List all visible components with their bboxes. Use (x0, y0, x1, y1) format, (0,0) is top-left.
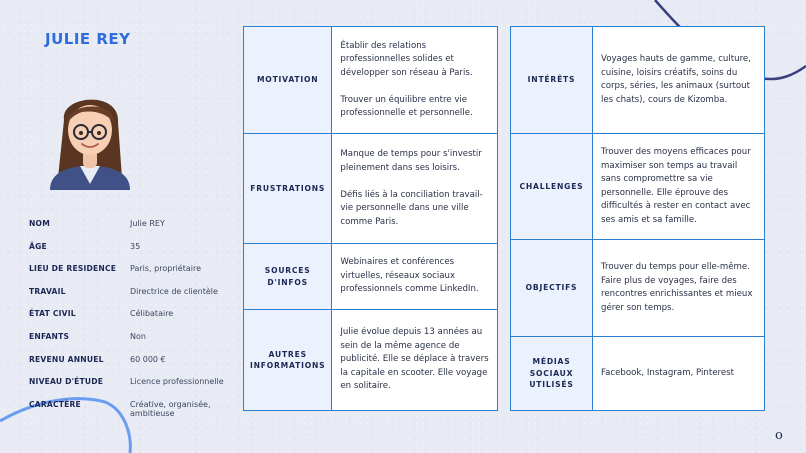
persona-details (29, 217, 238, 420)
detail-value: Créative, organisée, ambitieuse (130, 399, 211, 418)
row-sources (244, 244, 498, 310)
sources-label: SOURCES D'INFOS (244, 244, 332, 310)
detail-row-name (29, 217, 238, 240)
detail-row-income (29, 353, 238, 376)
detail-row-education (29, 375, 238, 398)
row-challenges (511, 134, 765, 240)
row-motivation (244, 27, 498, 134)
row-objectives (511, 240, 765, 337)
detail-row-character (29, 398, 238, 421)
challenges-text: Trouver des moyens efficaces pour maximiser son temps au travail sans compromettre sa vie personnelle. Elle éprouve des difficultés à rester en contact avec ses amis et sa famille. (593, 134, 765, 240)
sources-text: Webinaires et conférences virtuelles, réseaux sociaux professionnels comme LinkedIn. (332, 244, 498, 310)
detail-row-residence (29, 262, 238, 285)
persona-name: JULIE REY (45, 30, 131, 48)
brand-logo: o (775, 428, 783, 443)
detail-row-work (29, 285, 238, 308)
detail-value: 60 000 € (130, 354, 166, 364)
frustrations-label: FRUSTRATIONS (244, 134, 332, 244)
detail-label: NIVEAU D'ÉTUDE (29, 377, 104, 387)
detail-label: NOM (29, 219, 50, 228)
detail-value: Non (130, 331, 146, 341)
detail-value: Directrice de clientèle (130, 286, 218, 296)
objectives-label: OBJECTIFS (511, 240, 593, 337)
detail-label: TRAVAIL (29, 286, 66, 296)
detail-row-age (29, 240, 238, 263)
interests-text: Voyages hauts de gamme, culture, cuisine, loisirs créatifs, soins du corps, séries, les animaux (surtout les chats), cours de Kizomba. (593, 27, 765, 134)
motivation-text: Établir des relations professionnelles solides et développer son réseau à Paris. Trouver un équilibre entre vie professionnelle et personnelle. (332, 27, 498, 134)
persona-table-right (510, 26, 765, 411)
detail-label: ENFANTS (29, 331, 70, 341)
objectives-text: Trouver du temps pour elle-même. Faire plus de voyages, faire des rencontres enrichissantes et mieux gérer son temps. (593, 240, 765, 337)
challenges-label: CHALLENGES (511, 134, 593, 240)
social-media-label: MÉDIAS SOCIAUX UTILISÉS (511, 337, 593, 411)
row-frustrations (244, 134, 498, 244)
row-interests (511, 27, 765, 134)
detail-label: ÂGE (29, 241, 47, 251)
frustrations-text: Manque de temps pour s'investir pleinement dans ses loisirs. Défis liés à la conciliation travail-vie personnelle dans une ville comme Paris. (332, 134, 498, 244)
avatar (42, 80, 138, 190)
woman-with-glasses-avatar-icon (50, 100, 130, 190)
detail-label: ÉTAT CIVIL (29, 309, 76, 319)
other-info-label: AUTRES INFORMATIONS (244, 310, 332, 411)
detail-value: Célibataire (130, 309, 174, 319)
other-info-text: Julie évolue depuis 13 années au sein de la même agence de publicité. Elle se déplace à travers la capitale en scooter. Elle voyage en solitaire. (332, 310, 498, 411)
row-social-media (511, 337, 765, 411)
detail-value: Julie REY (130, 219, 165, 228)
social-media-text: Facebook, Instagram, Pinterest (593, 337, 765, 411)
detail-row-civil-status (29, 307, 238, 330)
detail-value: Licence professionnelle (130, 377, 224, 387)
row-other-info (244, 310, 498, 411)
detail-label: CARACTÈRE (29, 399, 81, 409)
detail-value: 35 (130, 241, 141, 251)
detail-label: REVENU ANNUEL (29, 354, 104, 364)
persona-table-left (243, 26, 498, 411)
detail-label: LIEU DE RESIDENCE (29, 264, 117, 274)
motivation-label: MOTIVATION (244, 27, 332, 134)
interests-label: INTÉRÊTS (511, 27, 593, 134)
detail-row-children (29, 330, 238, 353)
detail-value: Paris, propriétaire (130, 264, 202, 274)
